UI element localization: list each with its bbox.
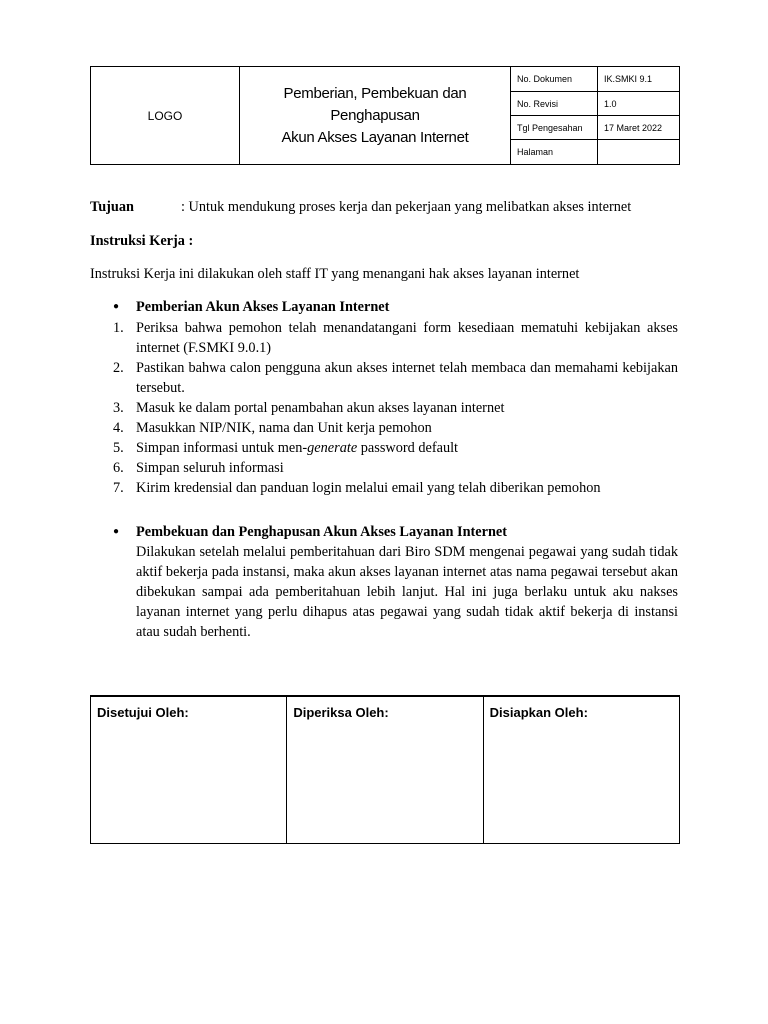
section2-text: Dilakukan setelah melalui pemberitahuan dari Biro SDM mengenai pegawai yang sudah tidak aktif bekerja pada instansi, maka akun akses layanan internet atas nama pegawai tersebut akan dibekukan sampai ada pemberitahuan lebih lanjut. Hal ini juga berlaku untuk aku nakses layanan internet yang perlu dihapus atas pegawai yang sudah tidak aktif bekerja di instansi atau sudah berhenti. [136,544,678,640]
list-item [113,398,678,418]
meta-value-doc-number: IK.SMKI 9.1 [598,67,680,92]
list-item [113,478,678,498]
step-number: 4. [113,420,124,436]
list-item [113,358,678,398]
step-number: 3. [113,400,124,416]
meta-label-approval-date: Tgl Pengesahan [511,116,598,140]
step-text: Pastikan bahwa calon pengguna akun akses internet telah membaca dan memahami kebijakan tersebut. [136,360,678,396]
list-item [113,318,678,358]
list-item [113,418,678,438]
section2-title: Pembekuan dan Penghapusan Akun Akses Layanan Internet [136,524,508,540]
title-line-1: Pemberian, Pembekuan dan Penghapusan [283,84,467,124]
step-number: 1. [113,320,124,336]
steps-list [113,318,678,498]
document-header-table [90,66,680,165]
list-item [113,458,678,478]
step-number: 5. [113,440,124,456]
document-title [240,67,511,165]
approved-by-cell[interactable]: Disetujui Oleh: [91,696,287,843]
step-text-after: password default [357,440,459,456]
meta-value-approval-date: 17 Maret 2022 [598,116,680,140]
meta-label-doc-number: No. Dokumen [511,67,598,92]
step-text: Periksa bahwa pemohon telah menandatangani form kesediaan mematuhi kebijakan akses internet (F.SMKI 9.0.1) [136,320,678,356]
meta-label-revision: No. Revisi [511,92,598,116]
step-text: Masuk ke dalam portal penambahan akun akses layanan internet [136,400,505,416]
bullet-icon: ● [113,301,120,312]
signature-table [90,695,680,844]
step-number: 2. [113,360,124,376]
section1-title: Pemberian Akun Akses Layanan Internet [136,299,390,315]
logo-placeholder: LOGO [91,67,240,165]
tujuan-value: : Untuk mendukung proses kerja dan pekerjaan yang melibatkan akses internet [181,199,632,215]
step-text-italic: generate [307,440,358,456]
step-number: 6. [113,460,124,476]
tujuan-label: Tujuan [90,199,134,215]
step-text: Kirim kredensial dan panduan login melalui email yang telah diberikan pemohon [136,480,601,496]
tujuan-text [181,197,631,217]
checked-by-cell[interactable]: Diperiksa Oleh: [287,696,483,843]
bullet-icon: ● [113,526,120,537]
list-item [113,438,678,458]
step-number: 7. [113,480,124,496]
meta-label-page: Halaman [511,140,598,165]
prepared-by-cell[interactable]: Disiapkan Oleh: [483,696,679,843]
meta-value-revision: 1.0 [598,92,680,116]
meta-value-page [598,140,680,165]
intro-text: Instruksi Kerja ini dilakukan oleh staff IT yang menangani hak akses layanan internet [90,266,580,282]
instruksi-heading: Instruksi Kerja : [90,233,194,249]
step-text: Masukkan NIP/NIK, nama dan Unit kerja pemohon [136,420,432,436]
title-line-2: Akun Akses Layanan Internet [281,128,469,146]
step-text: Simpan informasi untuk men- [136,440,308,456]
step-text: Simpan seluruh informasi [136,460,284,476]
